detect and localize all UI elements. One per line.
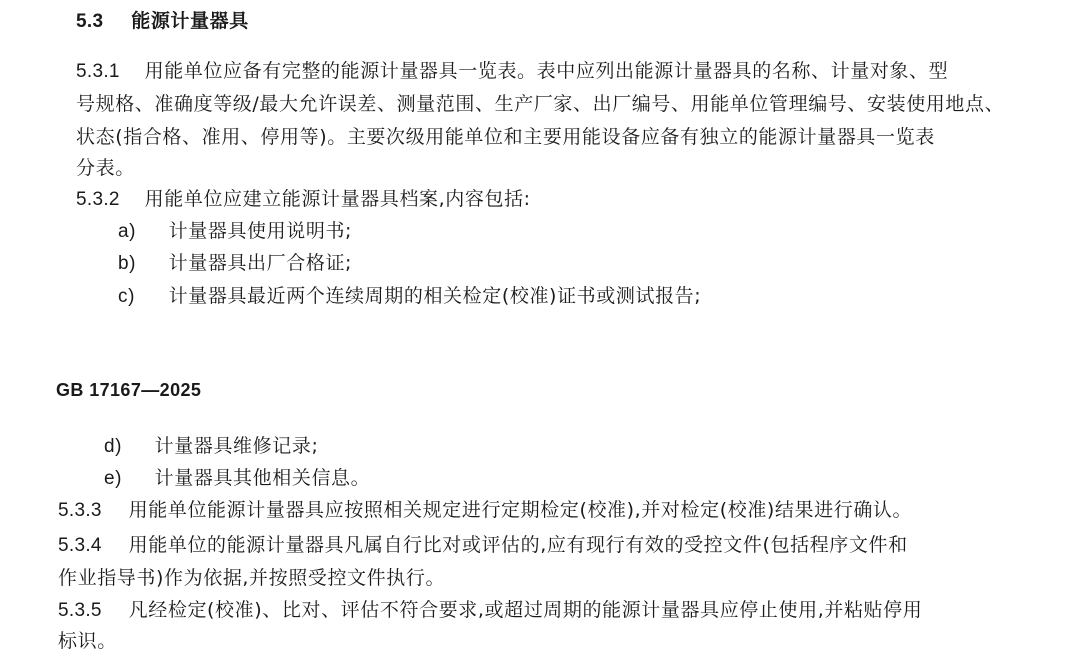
clause-text: 用能单位应备有完整的能源计量器具一览表。表中应列出能源计量器具的名称、计量对象、型 [144, 60, 949, 82]
clause-text: 用能单位应建立能源计量器具档案,内容包括: [144, 188, 531, 210]
clause-5-3-1-line-1 [76, 58, 948, 85]
clause-text: 号规格、准确度等级/最大允许误差、测量范围、生产厂家、出厂编号、用能单位管理编号、安装使用地点、 [76, 93, 1005, 115]
clause-number: 5.3.2 [76, 189, 120, 210]
clause-5-3-1-line-2 [76, 91, 1004, 117]
section-title: 能源计量器具 [131, 10, 249, 32]
list-item-text: 计量器具使用说明书; [168, 220, 353, 242]
clause-5-3-2 [76, 186, 531, 213]
clause-text: 用能单位的能源计量器具凡属自行比对或评估的,应有现行有效的受控文件(包括程序文件和 [128, 534, 908, 556]
list-item-c [118, 283, 701, 310]
clause-text: 分表。 [76, 157, 135, 179]
clause-text: 状态(指合格、准用、停用等)。主要次级用能单位和主要用能设备应备有独立的能源计量器具一览表 [76, 126, 935, 148]
clause-5-3-4-line-2 [58, 565, 445, 591]
list-item-d [104, 433, 318, 460]
standard-number: GB 17167—2025 [56, 380, 202, 400]
clause-5-3-1-line-3 [76, 124, 935, 150]
list-item-text: 计量器具最近两个连续周期的相关检定(校准)证书或测试报告; [168, 285, 702, 307]
clause-text: 用能单位能源计量器具应按照相关规定进行定期检定(校准),并对检定(校准)结果进行确认。 [128, 499, 913, 521]
list-item-label: c) [118, 286, 136, 307]
section-heading-5-3 [76, 8, 249, 35]
list-item-b [118, 250, 352, 277]
section-number: 5.3 [76, 11, 104, 32]
clause-number: 5.3.1 [76, 61, 120, 82]
clause-5-3-5-line-1 [58, 597, 922, 624]
list-item-e [104, 465, 370, 492]
list-item-text: 计量器具其他相关信息。 [154, 467, 371, 489]
list-item-a [118, 218, 352, 245]
list-item-text: 计量器具维修记录; [154, 435, 319, 457]
clause-text: 作业指导书)作为依据,并按照受控文件执行。 [58, 567, 446, 589]
clause-5-3-3 [58, 497, 912, 524]
clause-text: 标识。 [58, 630, 117, 652]
list-item-label: b) [118, 253, 137, 274]
list-item-text: 计量器具出厂合格证; [168, 252, 353, 274]
clause-5-3-4-line-1 [58, 532, 908, 559]
list-item-label: d) [104, 436, 123, 457]
clause-number: 5.3.5 [58, 600, 102, 621]
clause-number: 5.3.3 [58, 500, 102, 521]
clause-text: 凡经检定(校准)、比对、评估不符合要求,或超过周期的能源计量器具应停止使用,并粘贴停用 [128, 599, 923, 621]
list-item-label: a) [118, 221, 137, 242]
clause-number: 5.3.4 [58, 535, 102, 556]
clause-5-3-1-line-4 [76, 155, 135, 181]
clause-5-3-5-line-2 [58, 628, 117, 654]
list-item-label: e) [104, 468, 123, 489]
